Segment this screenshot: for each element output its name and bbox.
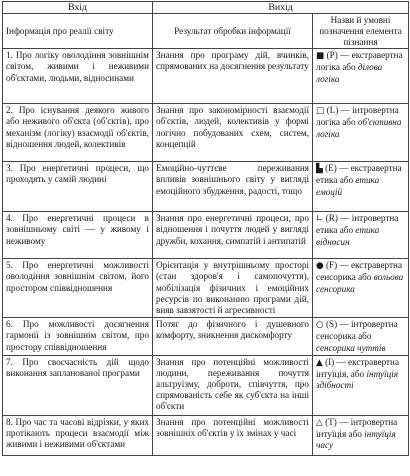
col-header-names: Назви й умовні позначення елемента пізнання [313,14,409,49]
cell-result: Знання про закономірності взаємодії об'єктів, людей, колективів у формі логічно побудованих схем, систем, концепцій [153,104,313,162]
element-name: (Р) — екстравертна логіка або [316,50,403,73]
cell-result: Знання про потенційні можливості зовнішніх об'єктів у їх змінах у часі [153,415,313,455]
cell-element [313,49,409,104]
cell-result: Орієнтація у внутрішньому просторі (стан здоров'я і самопочуття), мобілізація фізичних і емоційних ресурсів по виконанню програми дій, вияв завзятості й агресивності [153,259,313,318]
cell-info: 4. Про енергетичні процеси в зовнішньому світі — у живому і неживому [3,212,153,259]
element-name-italic: ділова логіка [316,62,383,84]
table-row [3,49,409,104]
element-name-italic: сенсорика чуттів [316,342,386,353]
element-name: (R) — інтровертна етика або [316,213,399,236]
element-name-italic: об'єктивна логіка [316,117,402,139]
cell-result: Знання про енергетичні процеси, про відношення і почуття людей у вигляді дружби, кохання, симпатій і антипатій [153,212,313,259]
element-name-italic: етика емоцій [316,175,380,197]
cell-info: 7. Про своєчасність дій щодо виконання запланованої програми [3,355,153,415]
col-header-info: Інформація про реалії світу [3,14,153,49]
header-output: Вихід [153,2,409,14]
table-row [3,104,409,162]
cell-element [313,415,409,455]
element-name: (L) — інтровертна логіка або [316,105,399,128]
table-row [3,212,409,259]
triangle-filled-icon: ▲ [316,357,323,368]
cell-info: 2. Про існування деякого живого або неживого об'єкта (об'єктів), про механізм (логіку) взаємодії об'єктів, відношення людей, колективів [3,104,153,162]
circle-outline-icon: ○ [316,320,324,331]
cell-info: 6. Про можливості досягнення гармонії із зовнішнім світом, про простору співвідношення [3,318,153,355]
table-row [3,318,409,355]
table-row [3,162,409,212]
element-name-italic: інтуїція здібності [316,368,399,390]
element-name-italic: вольова сенсорика [316,272,404,294]
cell-info: 5. Про енергетичні можливості оволодіння зовнішнім світом, його простором співвідношення [3,259,153,318]
cell-info: 8. Про час та часові відрізки, у яких протікають процеси взаємодії між живими і неживими об'єктами [3,415,153,455]
element-name: (Т) — інтровертна інтуїція або [316,416,398,439]
circle-filled-icon: ● [316,261,324,272]
table-row [3,355,409,415]
triangle-outline-icon: △ [316,417,323,428]
cell-result: Емоційно-чуттєве переживання впливів зовнішнього світу у вигляді емоційного збудження, радості, тощо [153,162,313,212]
subheader-row [3,14,409,49]
socionics-table [2,1,409,456]
corner-filled-icon: ▙ [316,164,323,175]
cell-result: Знання про програму дій, вчинків, спрямованих на досягнення результату [153,49,313,104]
col-header-result: Результат обробки інформації [153,14,313,49]
element-name: (Е) — екстравертна етика або [316,163,402,186]
cell-element [313,259,409,318]
cell-info: 1. Про логіку оволодіння зовнішнім світом, живими і неживими об'єктами, людьми, відносинами [3,49,153,104]
cell-element [313,104,409,162]
cell-info: 3. Про енергетичні процеси, що проходять у самій людині [3,162,153,212]
header-input: Вхід [3,2,153,14]
element-name: (І) — екстравертна інтуїція, або [316,356,400,379]
cell-result: Потяг до фізичного і душевного комфорту, зникнення дискомфорту [153,318,313,355]
header-row [3,2,409,14]
cell-element [313,162,409,212]
element-name: (F) — екстравертна сенсорика або [316,260,403,283]
cell-element [313,355,409,415]
element-name-italic: етика відносин [316,225,380,247]
corner-outline-icon: ∟ [316,214,324,225]
cell-element [313,318,409,355]
page [2,1,408,456]
table-row [3,259,409,318]
square-filled-icon: ■ [316,51,325,62]
table-row [3,415,409,455]
element-name: (S) — інтровертна сенсорика або [316,319,398,342]
cell-element [313,212,409,259]
square-outline-icon: □ [316,106,325,117]
element-name-italic: інтуїція часу [316,428,396,450]
cell-result: Знання про потенційні можливості людини, переживання почуття альтруїзму, доброти, співчуття, про спрямованість себе як суб'єкта на інші об'єкти [153,355,313,415]
